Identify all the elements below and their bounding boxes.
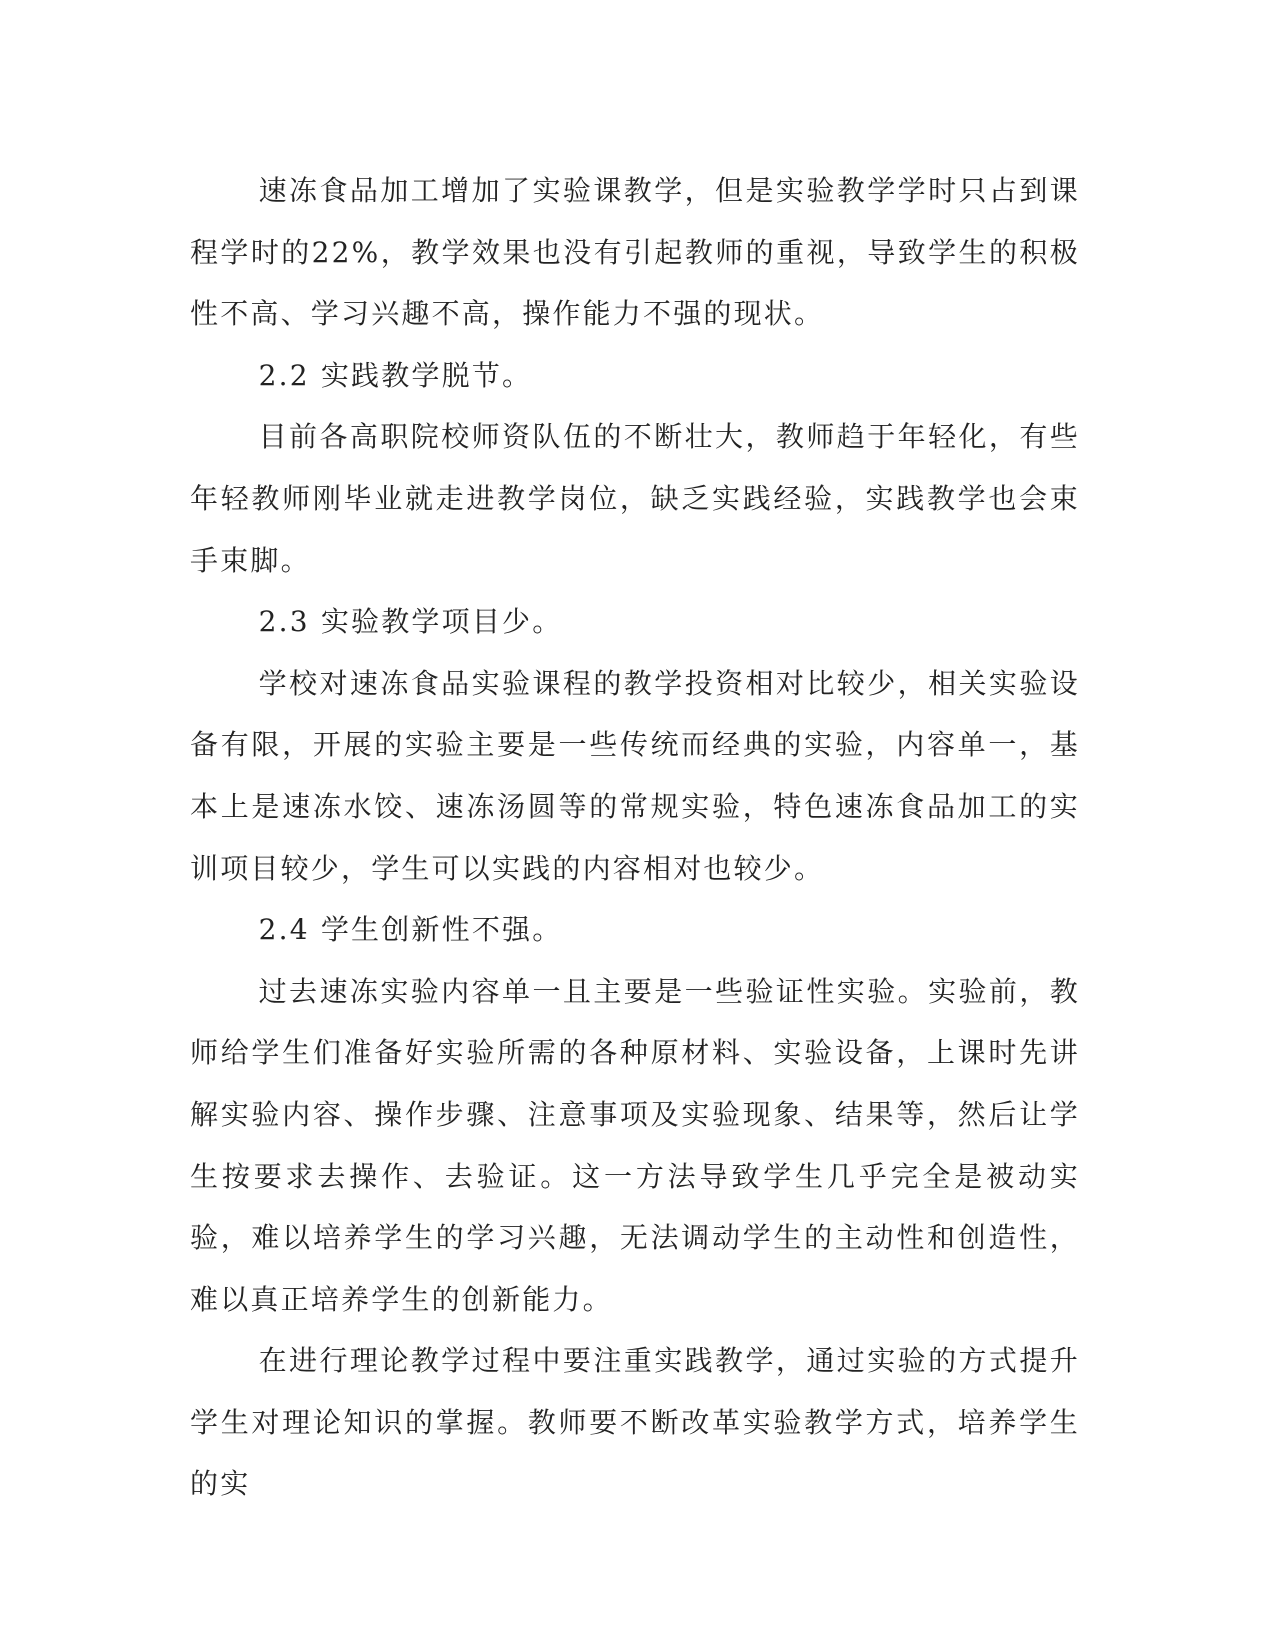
section-heading-2-4: 2.4 学生创新性不强。 xyxy=(258,913,563,947)
paragraph-lab-projects: 学校对速冻食品实验课程的教学投资相对比较少，相关实验设备有限，开展的实验主要是一些传统而经典的实验，内容单一，基本上是速冻水饺、速冻汤圆等的常规实验，特色速冻食品加工的实训项目较少，学生可以实践的内容相对也较少。 xyxy=(190,666,1080,885)
document-body xyxy=(190,160,1080,1515)
paragraph-innovation: 过去速冻实验内容单一且主要是一些验证性实验。实验前，教师给学生们准备好实验所需的各种原材料、实验设备，上课时先讲解实验内容、操作步骤、注意事项及实验现象、结果等，然后让学生按要求去操作、去验证。这一方法导致学生几乎完全是被动实验，难以培养学生的学习兴趣，无法调动学生的主动性和创造性，难以真正培养学生的创新能力。 xyxy=(190,974,1080,1316)
section-heading-2-2: 2.2 实践教学脱节。 xyxy=(258,358,533,392)
paragraph-teacher-experience: 目前各高职院校师资队伍的不断壮大，教师趋于年轻化，有些年轻教师刚毕业就走进教学岗位，缺乏实践经验，实践教学也会束手束脚。 xyxy=(190,420,1080,577)
section-heading-2-3: 2.3 实验教学项目少。 xyxy=(258,605,563,639)
paragraph-practice-teaching: 在进行理论教学过程中要注重实践教学，通过实验的方式提升学生对理论知识的掌握。教师要不断改革实验教学方式，培养学生的实 xyxy=(190,1344,1080,1501)
paragraph-lab-hours: 速冻食品加工增加了实验课教学，但是实验教学学时只占到课程学时的22%，教学效果也没有引起教师的重视，导致学生的积极性不高、学习兴趣不高，操作能力不强的现状。 xyxy=(190,174,1080,331)
